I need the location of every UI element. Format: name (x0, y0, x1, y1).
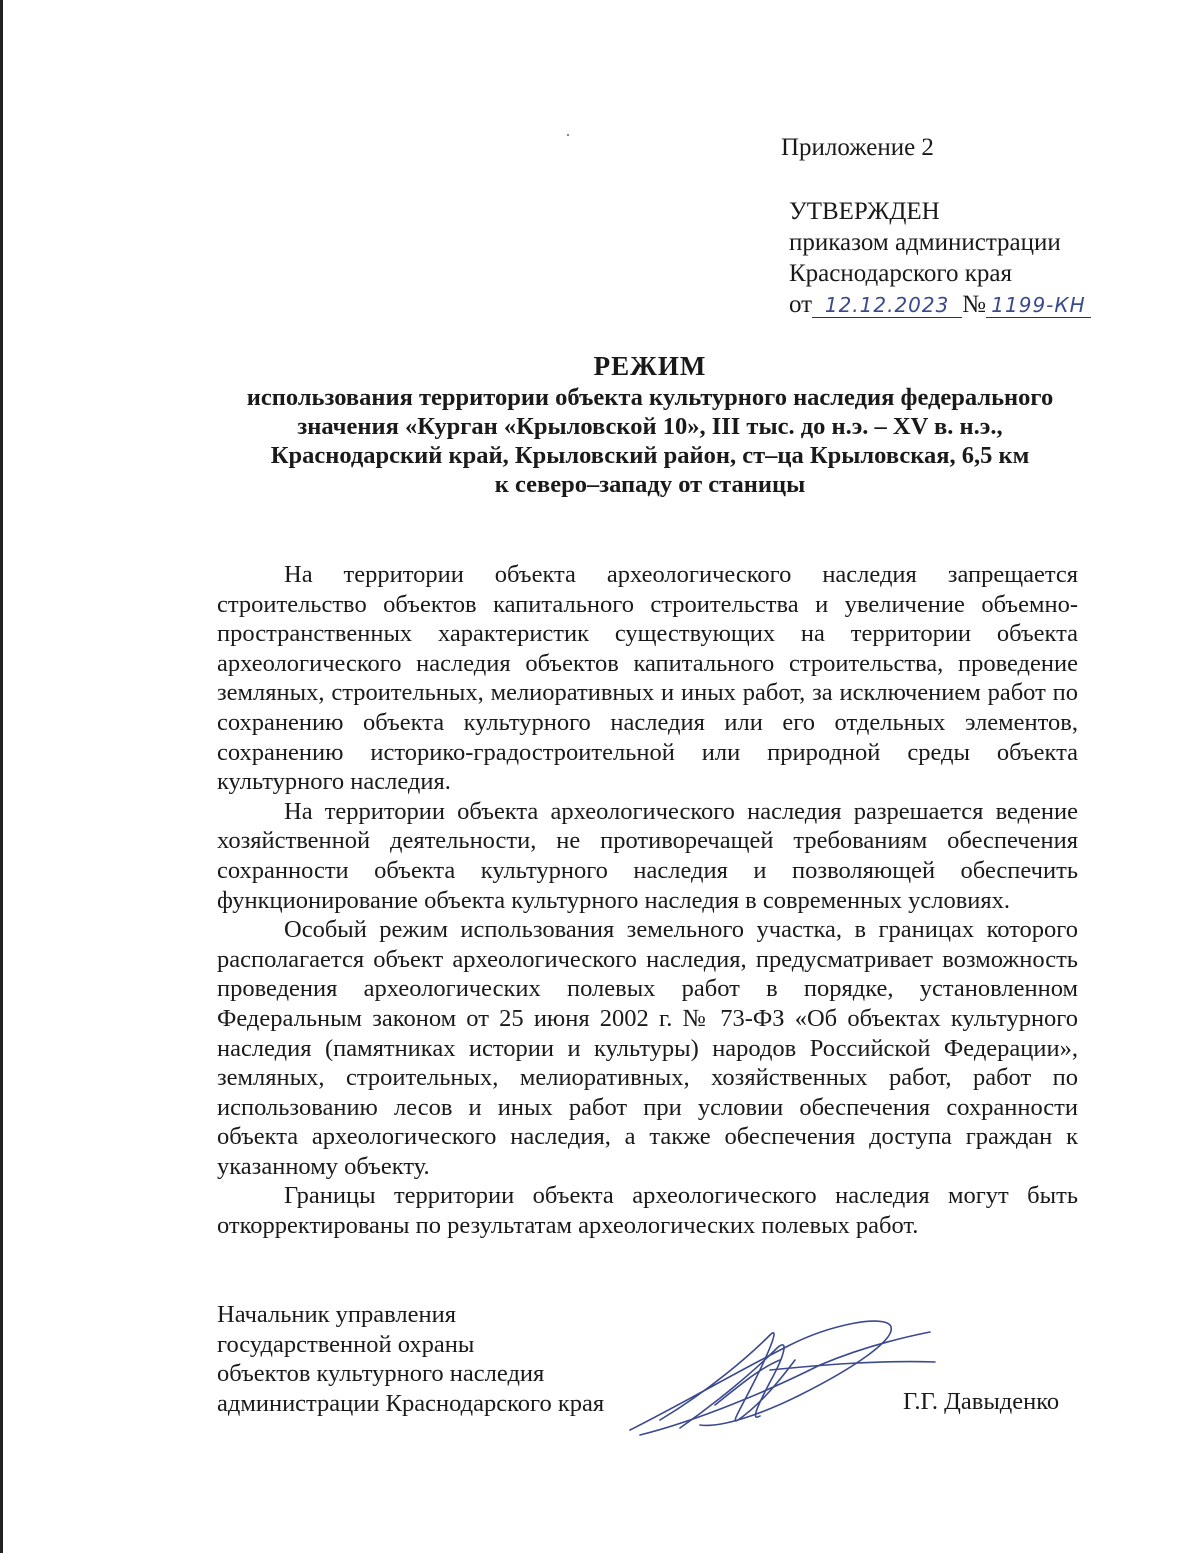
approval-line-1: приказом администрации (789, 229, 1061, 256)
approval-line-2: Краснодарского края (789, 260, 1012, 287)
appendix-label: Приложение 2 (781, 134, 934, 161)
body-paragraph: Особый режим использования земельного участка, в границах которого располагается объект археологического наследия, предусматривает возможность проведения археологических полевых работ в порядке, установленном Федеральным законом от 25 июня 2002 г. № 73-ФЗ «Об объектах культурного наследия (памятниках истории и культуры) народов Российской Федерации», земляных, строительных, мелиоративных, хозяйственных работ, работ по использованию лесов и иных работ при условии обеспечения сохранности объекта археологического наследия, а также обеспечения доступа граждан к указанному объекту. (217, 916, 1078, 1180)
handwritten-date: 12.12.2023 (812, 293, 962, 318)
title-main: РЕЖИМ (593, 351, 707, 381)
date-prefix: от (789, 291, 813, 318)
title-line: к северо–западу от станицы (494, 471, 806, 498)
signer-position (217, 1300, 604, 1418)
signer-position-line: объектов культурного наследия (217, 1360, 545, 1388)
handwritten-signature (620, 1310, 940, 1440)
signer-name: Г.Г. Давыденко (903, 1388, 1060, 1415)
title-line: использования территории объекта культурного наследия федерального (246, 384, 1054, 411)
title-line: значения «Курган «Крыловской 10», III тыс. до н.э. – XV в. н.э., (297, 413, 1003, 440)
signer-position-line: Начальник управления (217, 1301, 456, 1328)
scan-speck (567, 134, 569, 136)
number-prefix: № (962, 291, 986, 318)
scan-edge (0, 0, 3, 1553)
signer-position-line: администрации Краснодарского края (217, 1389, 605, 1417)
handwritten-number: 1199-КН (986, 293, 1091, 318)
approval-stamp-block (789, 196, 1091, 320)
document-title (150, 349, 1150, 499)
signer-position-line: государственной охраны (217, 1330, 475, 1358)
document-body (217, 560, 1078, 1241)
approval-date-line (789, 289, 1091, 320)
approval-status: УТВЕРЖДЕН (789, 198, 940, 225)
title-subtitle (150, 383, 1150, 499)
title-line: Краснодарский край, Крыловский район, ст–ца Крыловская, 6,5 км (270, 442, 1030, 469)
body-paragraph: Границы территории объекта археологического наследия могут быть откорректированы по результатам археологических полевых работ. (217, 1182, 1078, 1240)
body-paragraph: На территории объекта археологического наследия запрещается строительство объектов капитального строительства и увеличение объемно-пространственных характеристик существующих на территории объекта археологического наследия объектов капитального строительства, проведение земляных, строительных, мелиоративных и иных работ, за исключением работ по сохранению объекта культурного наследия или его отдельных элементов, сохранению историко-градостроительной или природной среды объекта культурного наследия. (217, 561, 1078, 796)
body-paragraph: На территории объекта археологического наследия разрешается ведение хозяйственной деятельности, не противоречащей требованиям обеспечения сохранности объекта культурного наследия и позволяющей обеспечить функционирование объекта культурного наследия в современных условиях. (217, 797, 1078, 914)
